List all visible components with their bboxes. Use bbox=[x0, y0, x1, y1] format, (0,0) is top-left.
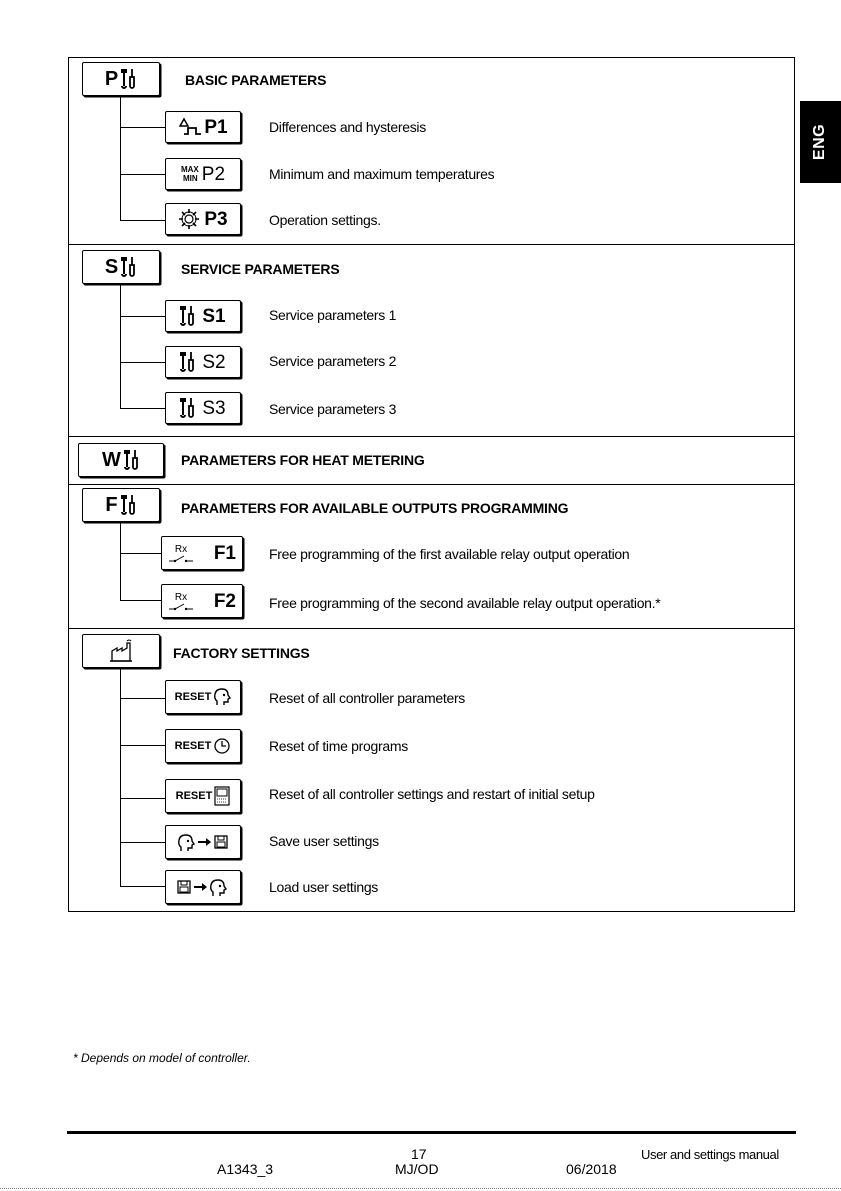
outputs-letter: F bbox=[105, 494, 118, 516]
p3-description: Operation settings. bbox=[269, 212, 381, 228]
heat-metering-heading: PARAMETERS FOR HEAT METERING bbox=[181, 452, 425, 468]
language-tab bbox=[800, 101, 841, 183]
tools-icon bbox=[180, 305, 196, 327]
basic-parameters-icon-box[interactable] bbox=[82, 62, 160, 96]
s3-code: S3 bbox=[202, 397, 226, 419]
user-head-icon bbox=[213, 687, 231, 707]
reset-time-programs-description: Reset of time programs bbox=[269, 738, 408, 754]
tree-branch bbox=[120, 553, 162, 554]
tree-branch bbox=[120, 408, 166, 409]
p2-button[interactable] bbox=[165, 158, 241, 190]
footer-date: 06/2018 bbox=[566, 1161, 617, 1177]
tree-branch bbox=[120, 842, 166, 843]
tools-icon bbox=[121, 68, 137, 90]
basic-parameters-heading: BASIC PARAMETERS bbox=[185, 72, 327, 88]
s1-button[interactable] bbox=[165, 300, 241, 332]
user-to-memory-icon bbox=[175, 831, 231, 853]
outputs-icon-box[interactable] bbox=[82, 488, 160, 522]
tools-icon bbox=[121, 256, 137, 278]
s1-code: S1 bbox=[202, 305, 226, 327]
f1-code: F1 bbox=[213, 542, 236, 564]
tree-branch bbox=[120, 127, 166, 128]
s2-code: S2 bbox=[202, 351, 226, 373]
manual-title: User and settings manual bbox=[641, 1147, 779, 1162]
save-user-settings-button[interactable] bbox=[165, 825, 241, 859]
max-min-icon bbox=[181, 165, 199, 183]
load-user-settings-button[interactable] bbox=[165, 870, 241, 904]
tree-branch bbox=[120, 600, 162, 601]
tools-icon bbox=[121, 494, 137, 516]
section-divider bbox=[68, 244, 795, 245]
difference-hysteresis-icon bbox=[178, 117, 204, 137]
tree-branch bbox=[120, 698, 166, 699]
s3-button[interactable] bbox=[165, 392, 241, 424]
rx-text: Rx bbox=[174, 543, 188, 555]
tree-branch bbox=[120, 220, 166, 221]
bottom-edge-divider bbox=[0, 1188, 841, 1189]
section-divider bbox=[68, 436, 795, 437]
basic-letter: P bbox=[104, 68, 119, 90]
page-number: 17 bbox=[411, 1146, 427, 1162]
p2-description: Minimum and maximum temperatures bbox=[269, 166, 495, 182]
rx-text: Rx bbox=[174, 591, 188, 603]
tree-line bbox=[120, 96, 121, 220]
footer-rule bbox=[67, 1131, 796, 1134]
footnote: * Depends on model of controller. bbox=[73, 1051, 251, 1065]
reset-parameters-button[interactable] bbox=[165, 680, 241, 714]
p3-button[interactable] bbox=[165, 203, 241, 235]
reset-text: RESET bbox=[174, 739, 212, 752]
tree-branch bbox=[120, 886, 166, 887]
memory-to-user-icon bbox=[175, 876, 231, 898]
language-tab-label: ENG bbox=[811, 123, 829, 161]
min-text: MIN bbox=[182, 174, 198, 183]
tree-branch bbox=[120, 316, 166, 317]
factory-settings-heading: FACTORY SETTINGS bbox=[173, 645, 310, 661]
load-user-settings-description: Load user settings bbox=[269, 879, 379, 895]
section-divider bbox=[68, 628, 795, 629]
save-user-settings-description: Save user settings bbox=[269, 833, 379, 849]
factory-icon bbox=[109, 639, 133, 663]
p3-code: P3 bbox=[204, 208, 228, 230]
tools-icon bbox=[124, 449, 140, 471]
s2-description: Service parameters 2 bbox=[269, 353, 397, 369]
relay-icon bbox=[168, 592, 194, 611]
reset-all-settings-button[interactable] bbox=[165, 779, 241, 813]
f2-code: F2 bbox=[213, 590, 236, 612]
s3-description: Service parameters 3 bbox=[269, 401, 397, 417]
author-initials: MJ/OD bbox=[395, 1161, 439, 1177]
s1-description: Service parameters 1 bbox=[269, 307, 397, 323]
tree-branch bbox=[120, 745, 166, 746]
service-parameters-heading: SERVICE PARAMETERS bbox=[181, 261, 340, 277]
display-icon bbox=[214, 786, 230, 806]
tree-line bbox=[120, 522, 121, 600]
p1-code: P1 bbox=[204, 116, 228, 138]
relay-switch-icon bbox=[168, 603, 194, 611]
relay-icon bbox=[168, 544, 194, 563]
relay-switch-icon bbox=[168, 555, 194, 563]
reset-text: RESET bbox=[174, 690, 212, 703]
reset-parameters-description: Reset of all controller parameters bbox=[269, 690, 465, 706]
f1-description: Free programming of the first available relay output operation bbox=[269, 546, 630, 562]
s2-button[interactable] bbox=[165, 346, 241, 378]
tree-branch bbox=[120, 174, 166, 175]
tree-branch bbox=[120, 362, 166, 363]
reset-all-settings-description: Reset of all controller settings and restart of initial setup bbox=[269, 786, 595, 802]
clock-icon bbox=[213, 737, 231, 755]
gear-icon bbox=[178, 208, 200, 230]
service-letter: S bbox=[104, 256, 119, 278]
service-parameters-icon-box[interactable] bbox=[82, 250, 160, 284]
reset-time-programs-button[interactable] bbox=[165, 729, 241, 763]
p2-code: P2 bbox=[201, 163, 226, 185]
heat-letter: W bbox=[102, 449, 121, 471]
tree-line bbox=[120, 284, 121, 408]
tools-icon bbox=[180, 397, 196, 419]
reset-text: RESET bbox=[175, 789, 213, 802]
f1-button[interactable] bbox=[161, 536, 243, 570]
outputs-heading: PARAMETERS FOR AVAILABLE OUTPUTS PROGRAMMING bbox=[181, 500, 569, 516]
max-text: MAX bbox=[180, 165, 199, 174]
p1-description: Differences and hysteresis bbox=[269, 119, 426, 135]
factory-settings-icon-box[interactable] bbox=[82, 634, 160, 668]
f2-button[interactable] bbox=[161, 584, 243, 618]
tools-icon bbox=[180, 351, 196, 373]
p1-button[interactable] bbox=[165, 111, 241, 143]
tree-branch bbox=[120, 798, 166, 799]
heat-metering-icon-box[interactable] bbox=[78, 443, 164, 477]
section-divider bbox=[68, 484, 795, 485]
doc-code: A1343_3 bbox=[217, 1161, 274, 1177]
f2-description: Free programming of the second available relay output operation.* bbox=[269, 595, 661, 611]
tree-line bbox=[120, 668, 121, 886]
